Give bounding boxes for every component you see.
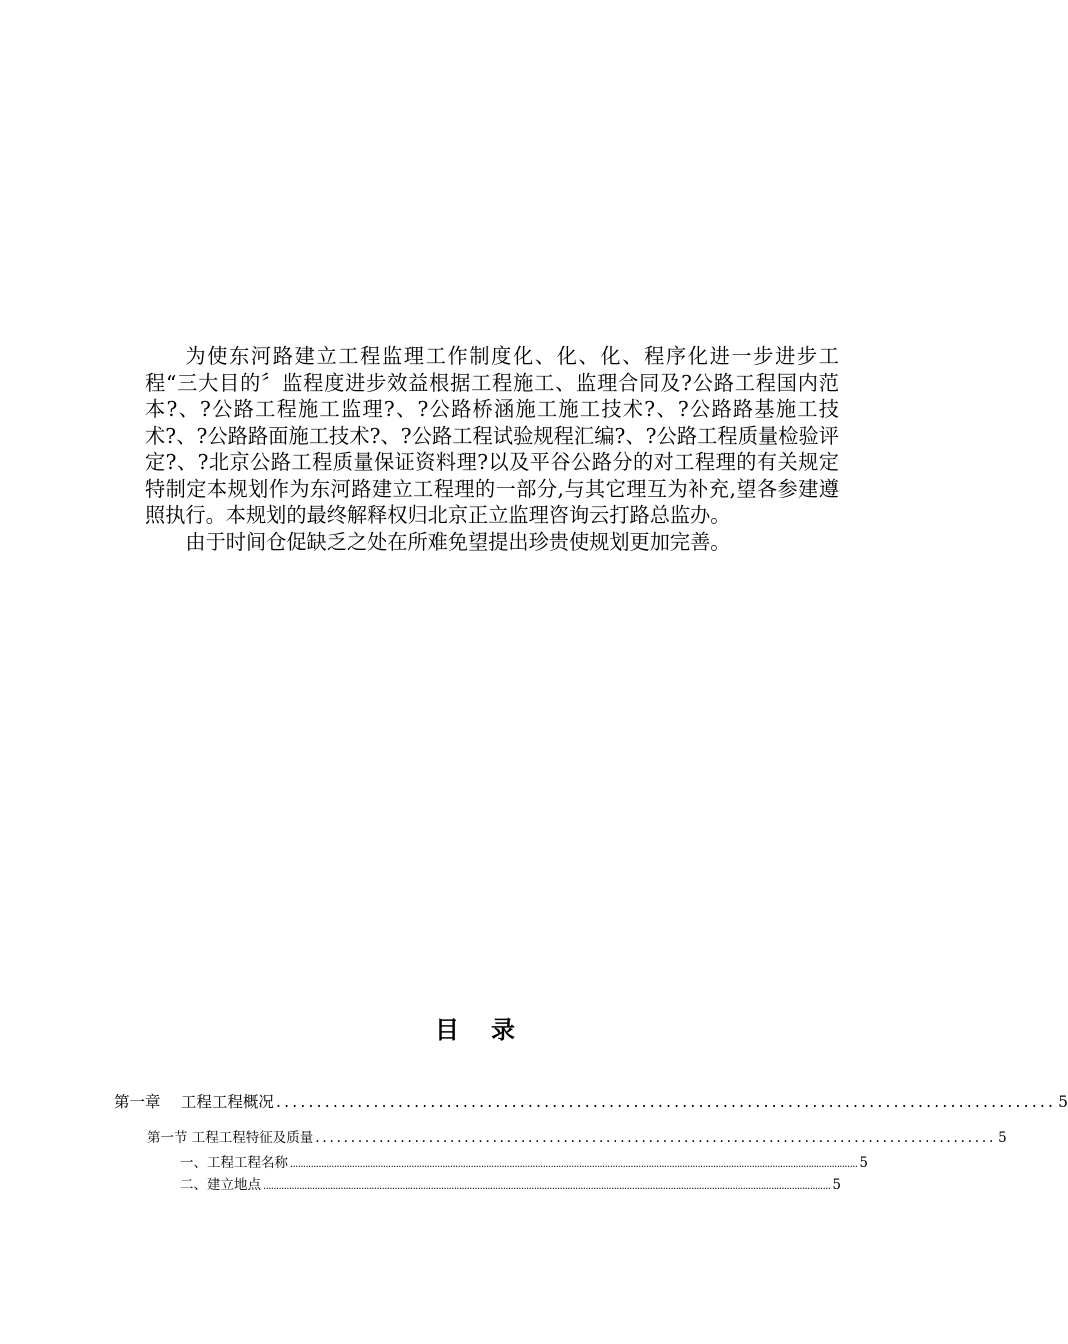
preface-paragraph-2: 由于时间仓促缺乏之处在所难免望提出珍贵使规划更加完善。: [185, 529, 731, 554]
toc-dot-leader: ................................................................................................: [315, 1130, 997, 1146]
toc-entry-section-1[interactable]: [147, 1126, 1007, 1146]
toc-page-number: 5: [859, 1155, 868, 1171]
toc-dot-leader: ............................................................................................................................................................................................................................: [263, 1181, 831, 1192]
preface-section: [145, 343, 839, 555]
toc-title-char-2: 录: [491, 1015, 515, 1044]
toc-entry-item-2[interactable]: [180, 1173, 841, 1193]
toc-page-number: 5: [1058, 1093, 1068, 1111]
toc-entry-item-1[interactable]: [180, 1151, 868, 1171]
toc-entry-label: 第一章 工程工程概况: [114, 1093, 274, 1111]
toc-entry-label: 二、建立地点: [180, 1177, 261, 1193]
toc-entry-chapter-1[interactable]: [114, 1090, 1068, 1112]
toc-title: [0, 1010, 950, 1045]
toc-dot-leader: ............................................................................................................................................................................................................................: [290, 1159, 858, 1170]
toc-page-number: 5: [998, 1130, 1007, 1146]
toc-title-char-1: 目: [435, 1015, 459, 1044]
preface-paragraph-1: 为使东河路建立工程监理工作制度化、化、化、程序化进一步进步工程“三大目的〞监程度进步效益根据工程施工、监理合同及?公路工程国内范本?、?公路工程施工监理?、?公路桥涵施工施工技术?、?公路路基施工技术?、?公路路面施工技术?、?公路工程试验规程汇编?、?公路工程质量检验评定?、?北京公路工程质量保证资料理?以及平谷公路分的对工程理的有关规定特制定本规划作为东河路建立工程理的一部分,与其它理互为补充,望各参建遵照执行。本规划的最终解释权归北京正立监理咨询云打路总监办。: [145, 344, 839, 527]
toc-page-number: 5: [832, 1177, 841, 1193]
toc-entry-label: 第一节 工程工程特征及质量: [147, 1130, 314, 1146]
toc-entry-label: 一、工程工程名称: [180, 1155, 288, 1171]
toc-dot-leader: ................................................................................................: [275, 1093, 1057, 1111]
